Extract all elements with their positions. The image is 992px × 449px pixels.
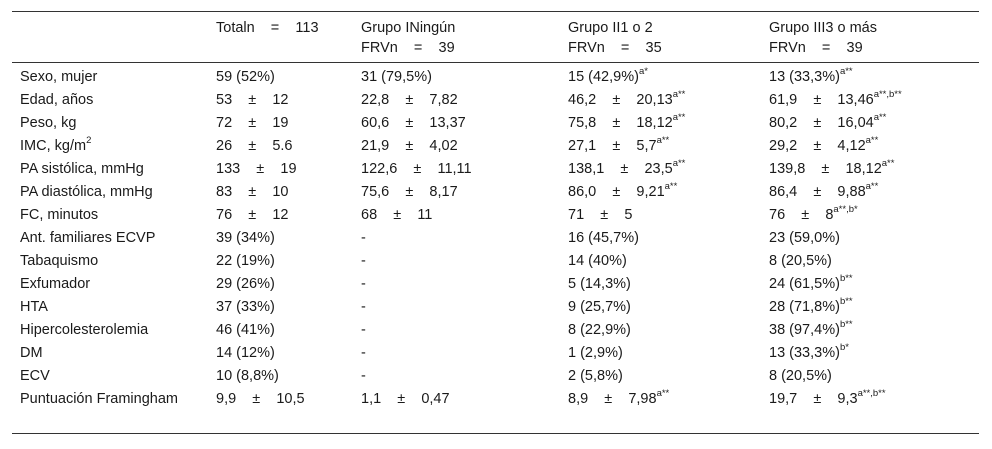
table-body — [12, 63, 979, 434]
table-cell — [769, 182, 979, 205]
row-label-cell — [12, 343, 216, 366]
table-cell — [568, 274, 769, 297]
table-cell — [769, 297, 979, 320]
row-label: PA diastólica, mmHg — [20, 184, 153, 200]
cell-value: 8 (20,5%) — [769, 368, 832, 384]
cell-value: 80,2 ± 16,04 — [769, 115, 874, 131]
row-label-cell — [12, 113, 216, 136]
significance-superscript: a** — [839, 66, 853, 78]
row-label-cell — [12, 366, 216, 389]
table-cell — [216, 90, 361, 113]
table-row — [12, 274, 979, 297]
row-label: HTA — [20, 299, 48, 315]
row-label-cell — [12, 297, 216, 320]
row-label: Puntuación Framingham — [20, 391, 178, 407]
significance-superscript: b** — [839, 296, 853, 308]
header-cell-group3 — [769, 12, 979, 63]
cell-value: 26 ± 5.6 — [216, 138, 293, 154]
table-row — [12, 251, 979, 274]
cell-value: - — [361, 345, 366, 361]
row-label-cell — [12, 274, 216, 297]
table-cell — [361, 320, 568, 343]
row-label: ECV — [20, 368, 50, 384]
row-label: Sexo, mujer — [20, 69, 98, 85]
table-row — [12, 343, 979, 366]
table-cell — [769, 320, 979, 343]
table-cell — [568, 90, 769, 113]
cell-value: 13 (33,3%) — [769, 345, 840, 361]
row-label-cell — [12, 251, 216, 274]
table-cell — [361, 228, 568, 251]
table-cell — [568, 228, 769, 251]
table-cell — [361, 182, 568, 205]
row-label-superscript: 2 — [86, 135, 92, 147]
row-label-cell — [12, 389, 216, 434]
cell-value: 59 (52%) — [216, 69, 275, 85]
table-cell — [769, 63, 979, 91]
row-label-cell — [12, 90, 216, 113]
cell-value: 46,2 ± 20,13 — [568, 92, 673, 108]
row-label-cell — [12, 182, 216, 205]
row-label-cell — [12, 205, 216, 228]
row-label-cell — [12, 320, 216, 343]
cell-value: 60,6 ± 13,37 — [361, 115, 466, 131]
table-cell — [769, 366, 979, 389]
row-label-cell — [12, 136, 216, 159]
cell-value: 2 (5,8%) — [568, 368, 623, 384]
significance-superscript: a** — [881, 158, 895, 170]
cell-value: 23 (59,0%) — [769, 230, 840, 246]
table-cell — [769, 343, 979, 366]
table-cell — [216, 389, 361, 434]
cell-value: - — [361, 322, 366, 338]
table-cell — [769, 205, 979, 228]
table-cell — [216, 366, 361, 389]
table-cell — [361, 136, 568, 159]
table-cell — [361, 113, 568, 136]
table-cell — [769, 251, 979, 274]
cell-value: 133 ± 19 — [216, 161, 297, 177]
significance-superscript: a** — [672, 89, 686, 101]
cell-value: 139,8 ± 18,12 — [769, 161, 882, 177]
table-row — [12, 159, 979, 182]
table-cell — [769, 389, 979, 434]
table-cell — [769, 90, 979, 113]
table-row — [12, 205, 979, 228]
cell-value: 86,0 ± 9,21 — [568, 184, 665, 200]
cell-value: 9,9 ± 10,5 — [216, 391, 305, 407]
table-row — [12, 90, 979, 113]
table-row — [12, 228, 979, 251]
significance-superscript: b* — [839, 342, 849, 354]
cell-value: 28 (71,8%) — [769, 299, 840, 315]
cell-value: 53 ± 12 — [216, 92, 289, 108]
cell-value: 72 ± 19 — [216, 115, 289, 131]
table-cell — [568, 63, 769, 91]
table-row — [12, 366, 979, 389]
cell-value: 29 (26%) — [216, 276, 275, 292]
table-cell — [216, 182, 361, 205]
table-row — [12, 320, 979, 343]
table-cell — [769, 113, 979, 136]
cell-value: 16 (45,7%) — [568, 230, 639, 246]
table-cell — [216, 343, 361, 366]
cell-value: 46 (41%) — [216, 322, 275, 338]
header-line1: Totaln = 113 — [216, 20, 319, 36]
row-label: Tabaquismo — [20, 253, 99, 269]
cell-value: 61,9 ± 13,46 — [769, 92, 874, 108]
row-label: PA sistólica, mmHg — [20, 161, 144, 177]
cell-value: 24 (61,5%) — [769, 276, 840, 292]
cell-value: 76 ± 8 — [769, 207, 834, 223]
significance-superscript: a** — [672, 158, 686, 170]
header-line1: Grupo III3 o más — [769, 20, 877, 36]
table-cell — [361, 343, 568, 366]
row-label: Peso, kg — [20, 115, 77, 131]
table-cell — [216, 63, 361, 91]
significance-superscript: a** — [865, 181, 879, 193]
cell-value: - — [361, 299, 366, 315]
cell-value: 22,8 ± 7,82 — [361, 92, 458, 108]
cell-value: - — [361, 276, 366, 292]
cell-value: 39 (34%) — [216, 230, 275, 246]
cell-value: 29,2 ± 4,12 — [769, 138, 866, 154]
table-cell — [769, 228, 979, 251]
table-cell — [216, 136, 361, 159]
table-row — [12, 63, 979, 91]
cell-value: 10 (8,8%) — [216, 368, 279, 384]
row-label: IMC, kg/m — [20, 138, 87, 154]
cell-value: 15 (42,9%) — [568, 69, 639, 85]
cell-value: 76 ± 12 — [216, 207, 289, 223]
cell-value: 22 (19%) — [216, 253, 275, 269]
cell-value: - — [361, 368, 366, 384]
table-cell — [568, 251, 769, 274]
cell-value: 86,4 ± 9,88 — [769, 184, 866, 200]
table-cell — [216, 228, 361, 251]
header-cell-total — [216, 12, 361, 63]
table-row — [12, 297, 979, 320]
table-cell — [568, 320, 769, 343]
significance-superscript: a**,b* — [833, 204, 858, 216]
header-line1: Grupo II1 o 2 — [568, 20, 653, 36]
cell-value: 9 (25,7%) — [568, 299, 631, 315]
table-cell — [361, 274, 568, 297]
table-cell — [361, 389, 568, 434]
table-cell — [568, 182, 769, 205]
table-cell — [216, 320, 361, 343]
significance-superscript: a* — [638, 66, 648, 78]
table-cell — [568, 113, 769, 136]
table-cell — [216, 159, 361, 182]
significance-superscript: b** — [839, 319, 853, 331]
significance-superscript: a**,b** — [857, 388, 886, 400]
cell-value: 138,1 ± 23,5 — [568, 161, 673, 177]
cell-value: 27,1 ± 5,7 — [568, 138, 657, 154]
cell-value: - — [361, 253, 366, 269]
significance-superscript: a** — [656, 135, 670, 147]
header-cell-group2 — [568, 12, 769, 63]
table-cell — [216, 251, 361, 274]
cell-value: 38 (97,4%) — [769, 322, 840, 338]
significance-superscript: a** — [656, 388, 670, 400]
cell-value: 1,1 ± 0,47 — [361, 391, 450, 407]
table-cell — [361, 63, 568, 91]
table-cell — [216, 113, 361, 136]
table-row — [12, 389, 979, 434]
cell-value: 75,6 ± 8,17 — [361, 184, 458, 200]
header-cell-group1 — [361, 12, 568, 63]
table-cell — [568, 343, 769, 366]
row-label: FC, minutos — [20, 207, 99, 223]
header-line2: FRVn = 39 — [769, 40, 863, 56]
table-cell — [361, 90, 568, 113]
table-cell — [769, 274, 979, 297]
row-label-cell — [12, 159, 216, 182]
data-table — [12, 11, 979, 434]
table-cell — [568, 136, 769, 159]
cell-value: 14 (40%) — [568, 253, 627, 269]
significance-superscript: a** — [672, 112, 686, 124]
table-cell — [361, 366, 568, 389]
cell-value: 8,9 ± 7,98 — [568, 391, 657, 407]
cell-value: 8 (22,9%) — [568, 322, 631, 338]
significance-superscript: a** — [865, 135, 879, 147]
cell-value: 19,7 ± 9,3 — [769, 391, 858, 407]
cell-value: 1 (2,9%) — [568, 345, 623, 361]
table-row — [12, 113, 979, 136]
cell-value: 13 (33,3%) — [769, 69, 840, 85]
table-cell — [769, 159, 979, 182]
cell-value: 5 (14,3%) — [568, 276, 631, 292]
table-cell — [568, 389, 769, 434]
row-label: Exfumador — [20, 276, 91, 292]
row-label-cell — [12, 228, 216, 251]
table-cell — [216, 205, 361, 228]
cell-value: 122,6 ± 11,11 — [361, 161, 472, 177]
cell-value: 14 (12%) — [216, 345, 275, 361]
cell-value: 75,8 ± 18,12 — [568, 115, 673, 131]
table-row — [12, 182, 979, 205]
header-cell-label — [12, 12, 216, 63]
table-cell — [216, 274, 361, 297]
significance-superscript: a** — [873, 112, 887, 124]
table-cell — [568, 205, 769, 228]
table-row — [12, 136, 979, 159]
significance-superscript: a** — [664, 181, 678, 193]
significance-superscript: a**,b** — [873, 89, 902, 101]
row-label: Ant. familiares ECVP — [20, 230, 156, 246]
cell-value: 68 ± 11 — [361, 207, 433, 223]
table-cell — [568, 159, 769, 182]
table-cell — [361, 297, 568, 320]
header-line2: FRVn = 39 — [361, 40, 455, 56]
table-cell — [361, 251, 568, 274]
header-row — [12, 12, 979, 63]
row-label: Edad, años — [20, 92, 94, 108]
cell-value: 8 (20,5%) — [769, 253, 832, 269]
row-label: DM — [20, 345, 43, 361]
table-cell — [769, 136, 979, 159]
table-cell — [568, 297, 769, 320]
header-line1: Grupo INingún — [361, 20, 456, 36]
row-label-cell — [12, 63, 216, 91]
table-cell — [216, 297, 361, 320]
table-cell — [361, 205, 568, 228]
significance-superscript: b** — [839, 273, 853, 285]
cell-value: 37 (33%) — [216, 299, 275, 315]
cell-value: 21,9 ± 4,02 — [361, 138, 458, 154]
cell-value: - — [361, 230, 366, 246]
row-label: Hipercolesterolemia — [20, 322, 149, 338]
cell-value: 83 ± 10 — [216, 184, 289, 200]
table-cell — [568, 366, 769, 389]
table-cell — [361, 159, 568, 182]
header-line2: FRVn = 35 — [568, 40, 662, 56]
cell-value: 31 (79,5%) — [361, 69, 432, 85]
cell-value: 71 ± 5 — [568, 207, 633, 223]
